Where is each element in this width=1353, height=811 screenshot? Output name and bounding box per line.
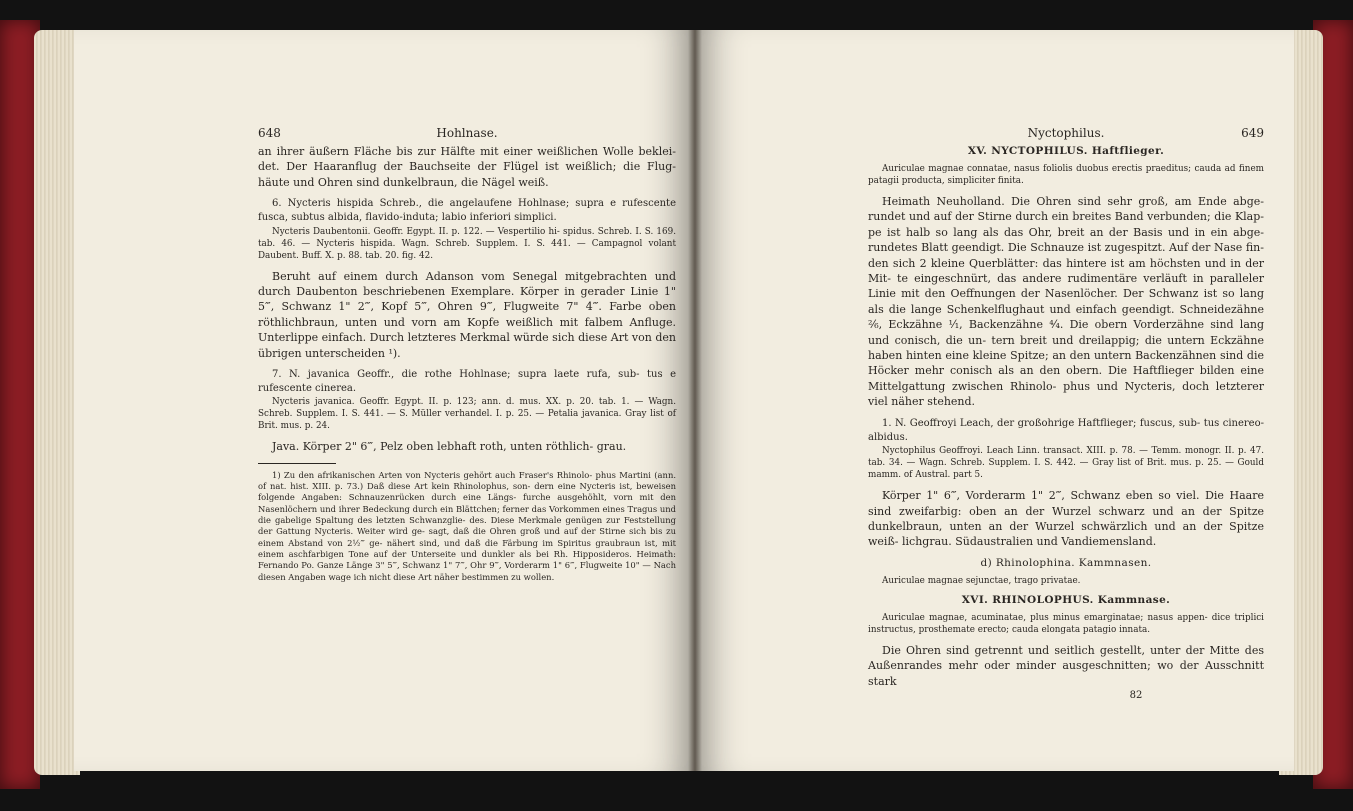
subsection-heading: d) Rhinolophina. Kammnasen. bbox=[980, 556, 1152, 569]
genus-16-description: Die Ohren sind getrennt und seitlich gestellt, unter der Mitte des Außenrandes mehr oder minder ausgeschnitten; wo der Ausschnitt stark bbox=[868, 643, 1264, 688]
genus-15-description: Heimath Neuholland. Die Ohren sind sehr groß, am Ende abge- rundet und auf der Stirne durch ein breites Band verbunden; die Klap- pe ist halb so lang als das Ohr, breit an der Basis und in ein abge- rundetes Blatt geendigt. Die Schnauze ist zugespitzt. Auf der Nase fin- den sich 2 kleine Querblätter: das hintere ist am höchsten und in der Mit- te eingeschnürt, das andere rudimentäre verläuft in paralleler Linie mit den Oeffnungen der Nasenlöcher. Der Schwanz ist so lang als die lange Schenkelflughaut und einfach geendigt. Schneidezähne ²⁄₆, Eckzähne ¹⁄₁, Backenzähne ⁴⁄₄. Die obern Vorderzähne sind lang und conisch, die un- tern breit und dreilappig; die untern Eckzähne haben hinten eine kleine Spitze; an den untern Backenzähnen sind die Höcker mehr conisch als an den obern. Die Haftflieger bilden eine Mittelgattung zwischen Rhinolo- phus und Nycteris, doch letzterer viel näher stehend. bbox=[868, 195, 1264, 409]
species-1-description: Körper 1" 6‴, Vorderarm 1" 2‴, Schwanz eben so viel. Die Haare sind zweifarbig: oben an der Wurzel schwarz und an der Spitze dunkelbraun, unten an der Wurzel schwärzlich und an der Spitze weiß- lichgrau. Südaustralien und Vandiemensland. bbox=[868, 489, 1264, 549]
species-1-diagnosis: 1. N. Geoffroyi Leach, der großohrige Haftflieger; fuscus, sub- tus cinereo-albidus. bbox=[868, 417, 1264, 443]
right-page bbox=[694, 30, 1294, 771]
genus-15-heading: XV. NYCTOPHILUS. Haftflieger. bbox=[967, 145, 1165, 157]
species-6-synonymy: Nycteris Daubentonii. Geoffr. Egypt. II. p. 122. — Vespertilio hi- spidus. Schreb. I. S. 169. tab. 46. — Nycteris hispida. Wagn. Schreb. Supplem. I. S. 441. — Campagnol volant Daubent. Buff. X. p. 88. tab. 20. fig. 42. bbox=[258, 226, 676, 261]
genus-16-heading: XVI. RHINOLOPHUS. Kammnase. bbox=[961, 593, 1171, 606]
left-page bbox=[74, 30, 694, 771]
footnote-rule bbox=[258, 463, 336, 464]
right-running-title: Nyctophilus. bbox=[1027, 126, 1105, 140]
left-running-head bbox=[258, 126, 676, 142]
left-page-content bbox=[258, 126, 676, 583]
species-7-diagnosis: 7. N. javanica Geoffr., die rothe Hohlnase; supra laete rufa, sub- tus e rufescente cinerea. bbox=[258, 369, 676, 395]
species-6-description: Beruht auf einem durch Adanson vom Senegal mitgebrachten und durch Daubenton beschriebenen Exemplare. Körper in gerader Linie 1" 5‴, Schwanz 1" 2‴, Kopf 5‴, Ohren 9‴, Flugweite 7" 4‴. Farbe oben röthlichbraun, unten und vorn am Kopfe weißlich mit falbem Anfluge. Unterlippe einfach. Durch letzteres Merkmal würde sich diese Art von den übrigen unterscheiden ¹). bbox=[258, 269, 676, 360]
species-7-synonymy: Nycteris javanica. Geoffr. Egypt. II. p. 123; ann. d. mus. XX. p. 20. tab. 1. — Wagn. Schreb. Supplem. I. S. 441. — S. Müller verhandel. I. p. 25. — Petalia javanica. Gray list of Brit. mus. p. 24. bbox=[258, 397, 676, 432]
right-running-head bbox=[868, 126, 1264, 142]
subsection-diagnosis: Auriculae magnae sejunctae, trago privatae. bbox=[882, 575, 1081, 586]
left-running-title: Hohlnase. bbox=[436, 126, 498, 140]
footnote: 1) Zu den afrikanischen Arten von Nycteris gehört auch Fraser's Rhinolo- phus Martini (ann. of nat. hist. XIII. p. 73.) Daß diese Art kein Rhinolophus, son- dern eine Nycteris ist, beweisen folgende Angaben: Schnauzenrücken durch eine Längs- furche ausgehöhlt, vorn mit den Nasenlöchern und ihrer Bedeckung durch ein Blättchen; ferner das Vorkommen eines Tragus und die gabelige Spaltung des letzten Schwanzglie- des. Diese Merkmale genügen zur Feststellung der Gattung Nycteris. Weiter wird ge- sagt, daß die Ohren groß und auf der Stirne sich bis zu einem Abstand von 2½‴ ge- nähert sind, und daß die Färbung im Spiritus graubraun ist, mit einem aschfarbigen Tone auf der Unterseite und dunkler als bei Rh. Hipposideros. Heimath: Fernando Po. Ganze Länge 3" 5‴, Schwanz 1" 7‴, Ohr 9‴, Vorderarm 1" 6‴, Flugweite 10" — Nach diesen Angaben wage ich nicht diese Art näher bestimmen zu wollen. bbox=[258, 469, 676, 582]
right-page-number: 649 bbox=[1241, 126, 1264, 140]
species-1-synonymy: Nyctophilus Geoffroyi. Leach Linn. transact. XIII. p. 78. — Temm. monogr. II. p. 47. tab. 34. — Wagn. Schreb. Supplem. I. S. 442. — Gray list of Brit. mus. p. 25. — Gould mamm. of Austral. part 5. bbox=[868, 446, 1264, 481]
signature-mark: 82 bbox=[1129, 689, 1143, 701]
genus-15-diagnosis: Auriculae magnae connatae, nasus foliolis duobus erectis praeditus; cauda ad finem patagii producta, simpliciter finita. bbox=[868, 164, 1264, 186]
species-6-diagnosis: 6. Nycteris hispida Schreb., die angelaufene Hohlnase; supra e rufescente fusca, subtus albida, flavido-induta; labio inferiori simplici. bbox=[258, 198, 676, 224]
continuation-paragraph: an ihrer äußern Fläche bis zur Hälfte mit einer weißlichen Wolle beklei- det. Der Haaranflug der Bauchseite der Flügel ist weißlich; die Flug- häute und Ohren sind dunkelbraun, die Nägel weiß. bbox=[258, 145, 676, 189]
book-gutter bbox=[688, 30, 702, 771]
species-7-description: Java. Körper 2" 6‴, Pelz oben lebhaft roth, unten röthlich- grau. bbox=[272, 440, 627, 454]
genus-16-diagnosis: Auriculae magnae, acuminatae, plus minus emarginatae; nasus appen- dice triplici instructus, prosthemate erecto; cauda elongata patagio innata. bbox=[868, 612, 1264, 635]
left-page-number: 648 bbox=[258, 126, 281, 140]
right-page-content bbox=[868, 126, 1264, 703]
